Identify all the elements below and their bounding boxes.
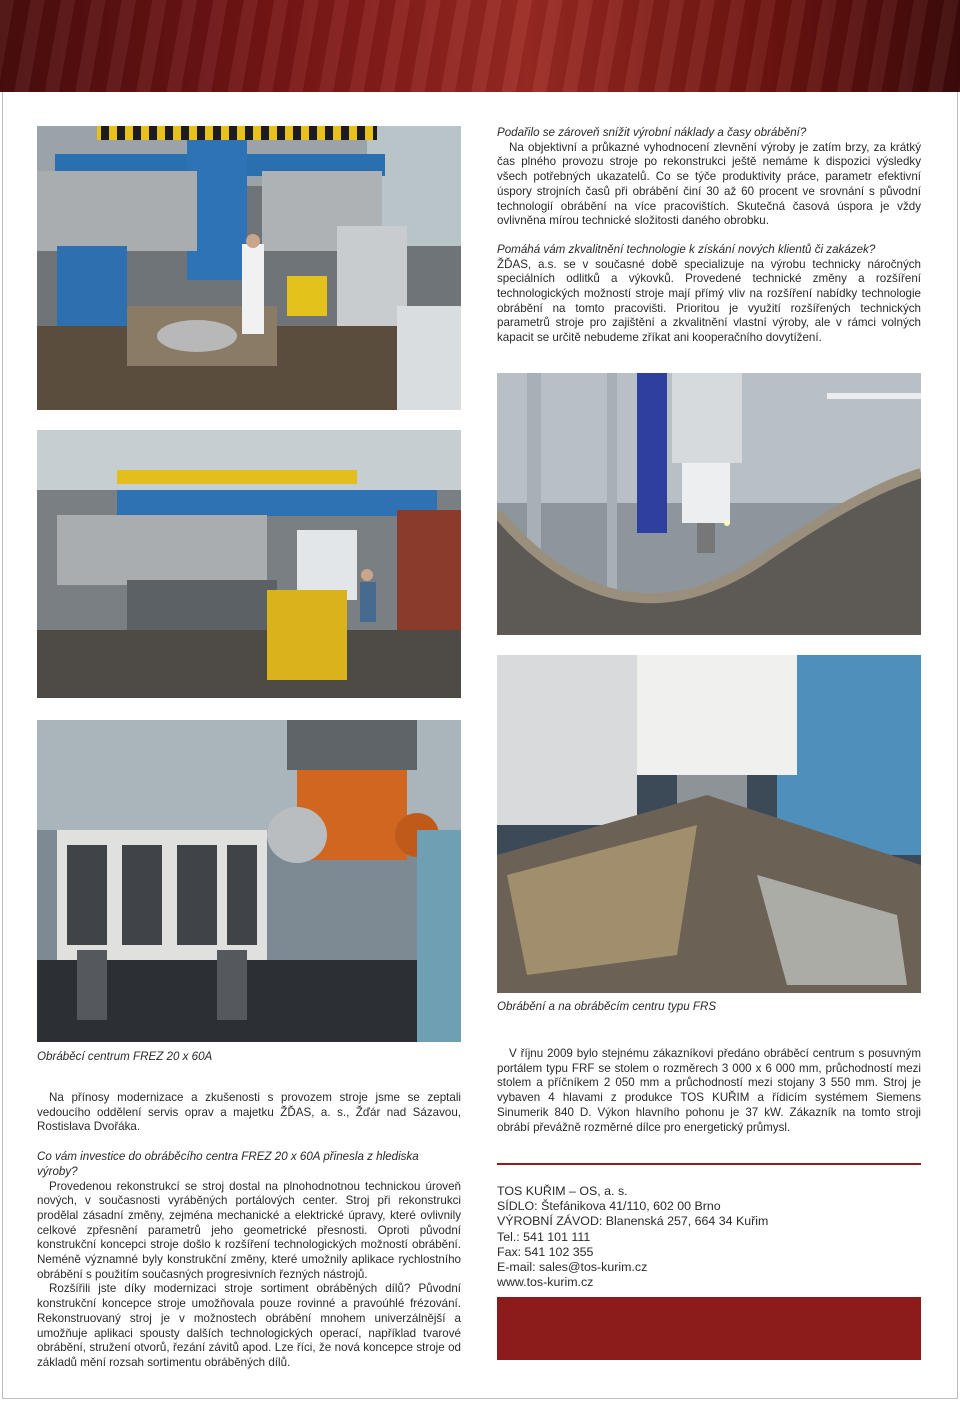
company-name: TOS KUŘIM – OS, a. s. (497, 1184, 628, 1198)
question-new-clients: Pomáhá vám zkvalitnění technologie k získání nových klientů či zakázek? (497, 242, 876, 256)
company-email[interactable]: E-mail: sales@tos-kurim.cz (497, 1260, 648, 1275)
interview-text-top (497, 126, 921, 346)
interview-intro: Na přínosy modernizace a zkušenosti s provozem stroje jsme se zeptali vedoucího oddělení servis oprav a majetku ŽĎAS, a. s., Žďár nad Sázavou, Rostislava Dvořáka. (37, 1091, 461, 1134)
answer-cost-reduction: Na objektivní a průkazné vyhodnocení zlevnění výroby je zatím brzy, za krátký čas plného provozu stroje po rekonstrukci ještě nemáme k dispozici výsledky všech potřebných ukazatelů. Co se týče produktivity práce, parametr efektivní úspory strojních časů při obrábění činí 30 až 60 procent ve srovnání s původní technologií obrábění na více pracovištích. Skutečná časová úspora je vždy ovlivněna mírou technické složitosti daného obrobku. (497, 140, 921, 228)
logo-placeholder-box (497, 1297, 921, 1360)
caption-frs-center: Obrábění a na obráběcím centru typu FRS (497, 1000, 717, 1013)
contact-divider (497, 1163, 921, 1165)
caption-frez-center: Obráběcí centrum FREZ 20 x 60A (37, 1050, 213, 1063)
contact-block (497, 1184, 768, 1290)
photo-portal-machine-hall (37, 430, 461, 698)
photo-portal-machine-operator (37, 126, 461, 410)
photo-orange-milling-head (37, 720, 461, 1042)
company-plant: VÝROBNÍ ZÁVOD: Blanenská 257, 664 34 Kuřim (497, 1214, 769, 1229)
answer-new-clients: ŽĎAS, a.s. se v současné době specializuje na výrobu technicky náročných speciálních odlitků a výkovků. Provedené technické změny a rozšíření technologických možností stroje mají přímý vliv na rozšíření nabídky technologie obrábění na tomto pracovišti. Prioritou je využití rozšířených technických parametrů stroje pro zajištění a zkvalitnění vlastní výroby, ale v rámci volných kapacit se určitě nebudeme zříkat ani kooperačního dovytížení. (497, 257, 921, 345)
answer-assortment: Rozšířili jste díky modernizaci stroje sortiment obráběných dílů? Původní konstrukční koncepce stroje umožňovala pouze rovinné a pravoúhlé frézování. Rekonstruovaný stroj je v možnostech obrábění mnohem univerzálnější a umožňuje aplikaci spousty dalších technologických operací, například tvarové obrábění, stružení otvorů, řezání závitů apod. Lze říci, že nová koncepce stroje od základů mění rozsah sortimentu obráběných dílů. (37, 1282, 461, 1369)
question-investment: Co vám investice do obráběcího centra FREZ 20 x 60A přinesla z hlediska výroby? (37, 1150, 419, 1178)
frf-center-description (497, 1047, 921, 1135)
photo-milling-curved-workpiece (497, 373, 921, 635)
interview-text-bottom (37, 1091, 461, 1371)
header-banner (0, 0, 960, 92)
question-cost-reduction: Podařilo se zároveň snížit výrobní náklady a časy obrábění? (497, 126, 807, 139)
company-web[interactable]: www.tos-kurim.cz (497, 1275, 594, 1290)
company-seat: SÍDLO: Štefánikova 41/110, 602 00 Brno (497, 1199, 721, 1214)
company-tel: Tel.: 541 101 111 (497, 1229, 591, 1244)
company-fax: Fax: 541 102 355 (497, 1244, 594, 1259)
photo-cutting-tool-chips (497, 655, 921, 993)
frf-paragraph: V říjnu 2009 bylo stejnému zákazníkovi předáno obráběcí centrum s posuvným portálem typu FRF se stolem o rozměrech 3 000 x 6 000 mm, průchodností mezi stolem a příčníkem 2 050 mm a průchodností mezi stojany 3 550 mm. Stroj je vybaven 4 hlavami z produkce TOS KUŘIM a řídicím systémem Siemens Sinumerik 840 D. Výkon hlavního pohonu je 37 kW. Zákazník na tomto stroji obrábí převážně rozměrné dílce pro energetický průmysl. (497, 1047, 921, 1134)
answer-investment: Provedenou rekonstrukcí se stroj dostal na plnohodnotnou technickou úroveň nových, v současnosti vyráběných portálových center. Stroj při rekonstrukci prodělal zásadní změny, zejména mechanické a elektrické úpravy, které ovlivnily celkové zpřesnění parametrů jeho geometrické přesnosti. Oproti původní konstrukční koncepci stroje došlo k rozšíření technologických možností obrábění. Neméně významné byly konstrukční změny, které umožnily aplikace rychlostního obrábění s použitím současných progresivních řezných nástrojů. (37, 1179, 461, 1281)
